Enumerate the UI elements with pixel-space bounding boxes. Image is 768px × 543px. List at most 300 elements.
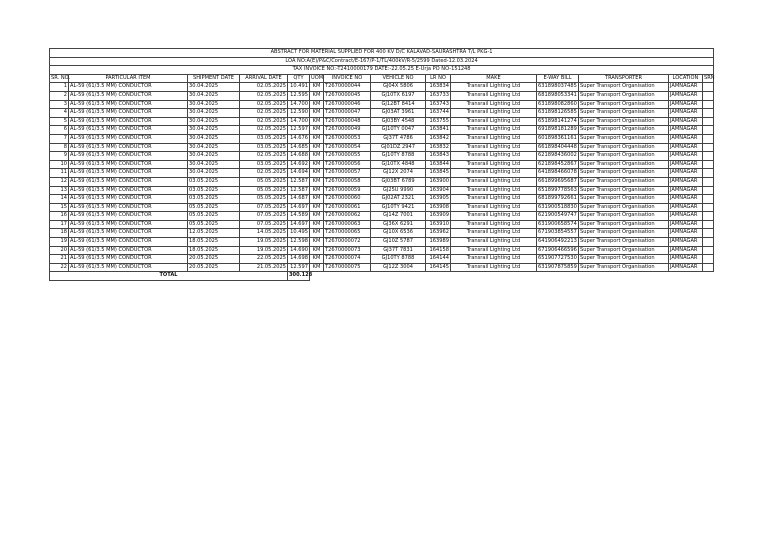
cell-srn — [703, 117, 714, 126]
cell-particular-item: AL-59 (61/3.5 MM) CONDUCTOR — [69, 246, 188, 255]
cell-e-way-bill: 681898053341 — [537, 91, 579, 100]
cell-e-way-bill: 601898361161 — [537, 134, 579, 143]
cell-particular-item: AL-59 (61/3.5 MM) CONDUCTOR — [69, 263, 188, 272]
cell-arrival-date: 03.05.2025 — [240, 143, 288, 152]
cell-arrival-date: 02.05.2025 — [240, 169, 288, 178]
cell-location: JAMNAGAR — [669, 83, 703, 92]
cell-qty: 10.495 — [288, 229, 310, 238]
cell-invoice-no: T2670000059 — [324, 186, 371, 195]
cell-uom: KM — [310, 152, 324, 161]
cell-arrival-date: 02.05.2025 — [240, 91, 288, 100]
cell-sr-no: 11 — [50, 169, 69, 178]
cell-arrival-date: 02.05.2025 — [240, 109, 288, 118]
table-row — [50, 220, 714, 229]
cell-invoice-no: T2670000075 — [324, 263, 371, 272]
cell-uom: KM — [310, 109, 324, 118]
cell-lr-no: 163845 — [426, 169, 451, 178]
cell-invoice-no: T2670000058 — [324, 177, 371, 186]
cell-make: Transrail Lighting Ltd — [451, 177, 537, 186]
cell-shipment-date: 30.04.2025 — [188, 117, 240, 126]
cell-srn — [703, 109, 714, 118]
cell-location: JAMNAGAR — [669, 160, 703, 169]
cell-particular-item: AL-59 (61/3.5 MM) CONDUCTOR — [69, 152, 188, 161]
total-row-spacer — [310, 272, 714, 281]
cell-sr-no: 12 — [50, 177, 69, 186]
cell-e-way-bill: 661898404448 — [537, 143, 579, 152]
cell-srn — [703, 143, 714, 152]
cell-invoice-no: T2670000060 — [324, 195, 371, 204]
cell-qty: 12.595 — [288, 91, 310, 100]
cell-arrival-date: 07.05.2025 — [240, 220, 288, 229]
cell-qty: 14.688 — [288, 152, 310, 161]
table-row — [50, 255, 714, 264]
cell-lr-no: 164144 — [426, 255, 451, 264]
column-header-srn: SRN — [703, 74, 714, 83]
cell-e-way-bill: 671903854557 — [537, 229, 579, 238]
cell-uom: KM — [310, 83, 324, 92]
cell-sr-no: 13 — [50, 186, 69, 195]
column-header-transporter: TRANSPORTER — [579, 74, 669, 83]
cell-lr-no: 163843 — [426, 152, 451, 161]
column-header-vehicle-no: VEHICLE NO — [371, 74, 426, 83]
total-label: TOTAL — [50, 272, 288, 281]
cell-qty: 12.598 — [288, 238, 310, 247]
cell-sr-no: 14 — [50, 195, 69, 204]
cell-lr-no: 163905 — [426, 195, 451, 204]
cell-e-way-bill: 621898452867 — [537, 160, 579, 169]
cell-invoice-no: T2670000056 — [324, 160, 371, 169]
cell-particular-item: AL-59 (61/3.5 MM) CONDUCTOR — [69, 169, 188, 178]
cell-lr-no: 163733 — [426, 91, 451, 100]
cell-lr-no: 163743 — [426, 100, 451, 109]
cell-invoice-no: T2670000047 — [324, 109, 371, 118]
abstract-table — [49, 48, 714, 281]
cell-vehicle-no: GJ01DZ 2947 — [371, 143, 426, 152]
cell-qty: 14.676 — [288, 134, 310, 143]
cell-uom: KM — [310, 117, 324, 126]
cell-vehicle-no: GJ12X 2074 — [371, 169, 426, 178]
cell-sr-no: 8 — [50, 143, 69, 152]
column-header-shipment-date: SHIPMENT DATE — [188, 74, 240, 83]
cell-srn — [703, 229, 714, 238]
cell-qty: 14.692 — [288, 160, 310, 169]
cell-vehicle-no: GJ03BY 4548 — [371, 117, 426, 126]
cell-arrival-date: 02.05.2025 — [240, 126, 288, 135]
cell-location: JAMNAGAR — [669, 212, 703, 221]
cell-invoice-no: T2670000054 — [324, 143, 371, 152]
cell-vehicle-no: GJ03BT 6789 — [371, 177, 426, 186]
cell-arrival-date: 02.05.2025 — [240, 152, 288, 161]
cell-srn — [703, 186, 714, 195]
cell-vehicle-no: GJ02AT 2321 — [371, 195, 426, 204]
total-row — [50, 272, 714, 281]
cell-srn — [703, 160, 714, 169]
cell-transporter: Super Transport Organisation — [579, 91, 669, 100]
cell-e-way-bill: 651899778563 — [537, 186, 579, 195]
cell-e-way-bill: 651898141274 — [537, 117, 579, 126]
cell-shipment-date: 30.04.2025 — [188, 126, 240, 135]
cell-lr-no: 163904 — [426, 186, 451, 195]
cell-vehicle-no: GJ37T 4786 — [371, 134, 426, 143]
cell-qty: 14.690 — [288, 246, 310, 255]
cell-transporter: Super Transport Organisation — [579, 238, 669, 247]
cell-location: JAMNAGAR — [669, 100, 703, 109]
table-row — [50, 109, 714, 118]
cell-invoice-no: T2670000049 — [324, 126, 371, 135]
cell-transporter: Super Transport Organisation — [579, 263, 669, 272]
cell-uom: KM — [310, 263, 324, 272]
cell-sr-no: 18 — [50, 229, 69, 238]
cell-shipment-date: 30.04.2025 — [188, 91, 240, 100]
column-header-qty: QTY — [288, 74, 310, 83]
cell-invoice-no: T2670000046 — [324, 100, 371, 109]
table-row — [50, 126, 714, 135]
cell-make: Transrail Lighting Ltd — [451, 220, 537, 229]
table-row — [50, 186, 714, 195]
cell-location: JAMNAGAR — [669, 255, 703, 264]
cell-location: JAMNAGAR — [669, 238, 703, 247]
cell-e-way-bill: 691898181289 — [537, 126, 579, 135]
cell-sr-no: 20 — [50, 246, 69, 255]
cell-sr-no: 17 — [50, 220, 69, 229]
table-row — [50, 195, 714, 204]
cell-lr-no: 163908 — [426, 203, 451, 212]
cell-transporter: Super Transport Organisation — [579, 255, 669, 264]
cell-arrival-date: 21.05.2025 — [240, 263, 288, 272]
table-row — [50, 100, 714, 109]
cell-particular-item: AL-59 (61/3.5 MM) CONDUCTOR — [69, 177, 188, 186]
cell-qty: 12.597 — [288, 126, 310, 135]
cell-arrival-date: 19.05.2025 — [240, 238, 288, 247]
cell-make: Transrail Lighting Ltd — [451, 100, 537, 109]
cell-transporter: Super Transport Organisation — [579, 126, 669, 135]
cell-vehicle-no: GJ37T 7831 — [371, 246, 426, 255]
cell-uom: KM — [310, 91, 324, 100]
table-row — [50, 212, 714, 221]
cell-e-way-bill: 631900658574 — [537, 220, 579, 229]
cell-transporter: Super Transport Organisation — [579, 160, 669, 169]
table-row — [50, 143, 714, 152]
cell-lr-no: 163834 — [426, 83, 451, 92]
cell-arrival-date: 07.05.2025 — [240, 212, 288, 221]
cell-lr-no: 163842 — [426, 134, 451, 143]
cell-srn — [703, 238, 714, 247]
cell-transporter: Super Transport Organisation — [579, 169, 669, 178]
cell-shipment-date: 30.04.2025 — [188, 100, 240, 109]
cell-vehicle-no: GJ12Z 3004 — [371, 263, 426, 272]
cell-vehicle-no: GJ10TY 8788 — [371, 152, 426, 161]
cell-make: Transrail Lighting Ltd — [451, 126, 537, 135]
table-row — [50, 169, 714, 178]
cell-invoice-no: T2670000044 — [324, 83, 371, 92]
cell-uom: KM — [310, 203, 324, 212]
cell-qty: 14.685 — [288, 143, 310, 152]
cell-make: Transrail Lighting Ltd — [451, 91, 537, 100]
cell-arrival-date: 19.05.2025 — [240, 246, 288, 255]
cell-e-way-bill: 631900518830 — [537, 203, 579, 212]
cell-shipment-date: 30.04.2025 — [188, 143, 240, 152]
cell-shipment-date: 18.05.2025 — [188, 238, 240, 247]
cell-uom: KM — [310, 160, 324, 169]
cell-make: Transrail Lighting Ltd — [451, 109, 537, 118]
cell-invoice-no: T2670000053 — [324, 134, 371, 143]
cell-uom: KM — [310, 238, 324, 247]
table-row — [50, 152, 714, 161]
cell-shipment-date: 18.05.2025 — [188, 246, 240, 255]
cell-vehicle-no: GJ10TY 9421 — [371, 203, 426, 212]
cell-srn — [703, 126, 714, 135]
cell-e-way-bill: 621898436002 — [537, 152, 579, 161]
cell-e-way-bill: 631898037485 — [537, 83, 579, 92]
cell-arrival-date: 14.05.2025 — [240, 229, 288, 238]
cell-qty: 14.694 — [288, 169, 310, 178]
cell-invoice-no: T2670000045 — [324, 91, 371, 100]
cell-lr-no: 163841 — [426, 126, 451, 135]
cell-invoice-no: T2670000065 — [324, 229, 371, 238]
cell-transporter: Super Transport Organisation — [579, 117, 669, 126]
cell-e-way-bill: 641898466078 — [537, 169, 579, 178]
cell-lr-no: 163909 — [426, 212, 451, 221]
table-row — [50, 246, 714, 255]
cell-shipment-date: 20.05.2025 — [188, 255, 240, 264]
cell-location: JAMNAGAR — [669, 143, 703, 152]
cell-transporter: Super Transport Organisation — [579, 177, 669, 186]
table-row — [50, 160, 714, 169]
cell-e-way-bill: 651907727530 — [537, 255, 579, 264]
cell-arrival-date: 05.05.2025 — [240, 177, 288, 186]
cell-lr-no: 163910 — [426, 220, 451, 229]
cell-invoice-no: T2670000055 — [324, 152, 371, 161]
cell-lr-no: 163900 — [426, 177, 451, 186]
table-row — [50, 91, 714, 100]
cell-make: Transrail Lighting Ltd — [451, 134, 537, 143]
column-header-particular-item: PARTICULAR ITEM — [69, 74, 188, 83]
cell-shipment-date: 03.05.2025 — [188, 177, 240, 186]
cell-invoice-no: T2670000074 — [324, 255, 371, 264]
cell-location: JAMNAGAR — [669, 91, 703, 100]
cell-vehicle-no: GJ36X 6291 — [371, 220, 426, 229]
cell-particular-item: AL-59 (61/3.5 MM) CONDUCTOR — [69, 100, 188, 109]
cell-invoice-no: T2670000057 — [324, 169, 371, 178]
cell-shipment-date: 05.05.2025 — [188, 212, 240, 221]
cell-vehicle-no: GJ10TX 6197 — [371, 91, 426, 100]
cell-lr-no: 163989 — [426, 238, 451, 247]
cell-make: Transrail Lighting Ltd — [451, 169, 537, 178]
cell-location: JAMNAGAR — [669, 195, 703, 204]
cell-qty: 12.587 — [288, 177, 310, 186]
cell-srn — [703, 263, 714, 272]
column-header-invoice-no: INVOICE NO — [324, 74, 371, 83]
cell-srn — [703, 195, 714, 204]
table-row — [50, 229, 714, 238]
cell-qty: 14.698 — [288, 255, 310, 264]
cell-particular-item: AL-59 (61/3.5 MM) CONDUCTOR — [69, 143, 188, 152]
cell-e-way-bill: 621900549747 — [537, 212, 579, 221]
cell-particular-item: AL-59 (61/3.5 MM) CONDUCTOR — [69, 109, 188, 118]
cell-vehicle-no: GJ10X 6536 — [371, 229, 426, 238]
cell-transporter: Super Transport Organisation — [579, 186, 669, 195]
cell-srn — [703, 255, 714, 264]
cell-transporter: Super Transport Organisation — [579, 229, 669, 238]
cell-srn — [703, 220, 714, 229]
cell-qty: 14.700 — [288, 117, 310, 126]
cell-sr-no: 19 — [50, 238, 69, 247]
loa-line: LOA NO:A(E)/P&C/Contract/E-167/P-1/TL/400kV/R-5/2599 Dated-12.03.2024 — [50, 57, 714, 66]
cell-shipment-date: 03.05.2025 — [188, 186, 240, 195]
cell-shipment-date: 30.04.2025 — [188, 152, 240, 161]
cell-arrival-date: 03.05.2025 — [240, 160, 288, 169]
cell-uom: KM — [310, 126, 324, 135]
cell-sr-no: 10 — [50, 160, 69, 169]
cell-e-way-bill: 641906492213 — [537, 238, 579, 247]
cell-uom: KM — [310, 100, 324, 109]
cell-location: JAMNAGAR — [669, 220, 703, 229]
cell-arrival-date: 05.05.2025 — [240, 195, 288, 204]
cell-particular-item: AL-59 (61/3.5 MM) CONDUCTOR — [69, 83, 188, 92]
cell-e-way-bill: 631907875859 — [537, 263, 579, 272]
cell-vehicle-no: GJ14Z 7001 — [371, 212, 426, 221]
cell-make: Transrail Lighting Ltd — [451, 143, 537, 152]
cell-shipment-date: 03.05.2025 — [188, 195, 240, 204]
cell-qty: 12.587 — [288, 186, 310, 195]
cell-lr-no: 164158 — [426, 246, 451, 255]
cell-uom: KM — [310, 143, 324, 152]
sheet-title: ABSTRACT FOR MATERIAL SUPPLIED FOR 400 KV D/C KALAVAD-SAURASHTRA T/L PKG-1 — [50, 49, 714, 58]
cell-arrival-date: 22.05.2025 — [240, 255, 288, 264]
column-header-row — [50, 74, 714, 83]
cell-qty: 12.597 — [288, 263, 310, 272]
cell-sr-no: 6 — [50, 126, 69, 135]
cell-make: Transrail Lighting Ltd — [451, 186, 537, 195]
cell-transporter: Super Transport Organisation — [579, 100, 669, 109]
cell-arrival-date: 03.05.2025 — [240, 134, 288, 143]
cell-sr-no: 16 — [50, 212, 69, 221]
cell-location: JAMNAGAR — [669, 186, 703, 195]
cell-sr-no: 9 — [50, 152, 69, 161]
cell-lr-no: 163832 — [426, 143, 451, 152]
cell-sr-no: 15 — [50, 203, 69, 212]
cell-uom: KM — [310, 255, 324, 264]
cell-qty: 14.687 — [288, 195, 310, 204]
cell-invoice-no: T2670000062 — [324, 212, 371, 221]
cell-sr-no: 1 — [50, 83, 69, 92]
cell-location: JAMNAGAR — [669, 109, 703, 118]
cell-make: Transrail Lighting Ltd — [451, 246, 537, 255]
cell-make: Transrail Lighting Ltd — [451, 229, 537, 238]
cell-srn — [703, 169, 714, 178]
cell-srn — [703, 91, 714, 100]
cell-sr-no: 3 — [50, 100, 69, 109]
cell-invoice-no: T2670000063 — [324, 220, 371, 229]
cell-make: Transrail Lighting Ltd — [451, 152, 537, 161]
cell-shipment-date: 30.04.2025 — [188, 134, 240, 143]
cell-uom: KM — [310, 134, 324, 143]
cell-srn — [703, 100, 714, 109]
cell-uom: KM — [310, 177, 324, 186]
cell-location: JAMNAGAR — [669, 263, 703, 272]
cell-sr-no: 22 — [50, 263, 69, 272]
cell-make: Transrail Lighting Ltd — [451, 83, 537, 92]
table-row — [50, 83, 714, 92]
cell-make: Transrail Lighting Ltd — [451, 160, 537, 169]
cell-shipment-date: 05.05.2025 — [188, 220, 240, 229]
cell-particular-item: AL-59 (61/3.5 MM) CONDUCTOR — [69, 195, 188, 204]
cell-make: Transrail Lighting Ltd — [451, 238, 537, 247]
cell-location: JAMNAGAR — [669, 246, 703, 255]
cell-e-way-bill: 671906466596 — [537, 246, 579, 255]
cell-lr-no: 163755 — [426, 117, 451, 126]
cell-transporter: Super Transport Organisation — [579, 220, 669, 229]
cell-uom: KM — [310, 246, 324, 255]
table-row — [50, 203, 714, 212]
cell-invoice-no: T2670000061 — [324, 203, 371, 212]
cell-location: JAMNAGAR — [669, 134, 703, 143]
cell-invoice-no: T2670000048 — [324, 117, 371, 126]
column-header-lr-no: LR NO — [426, 74, 451, 83]
cell-make: Transrail Lighting Ltd — [451, 203, 537, 212]
cell-location: JAMNAGAR — [669, 203, 703, 212]
cell-arrival-date: 05.05.2025 — [240, 186, 288, 195]
column-header-e-way-bill: E-WAY BILL — [537, 74, 579, 83]
cell-uom: KM — [310, 169, 324, 178]
cell-make: Transrail Lighting Ltd — [451, 195, 537, 204]
cell-shipment-date: 20.05.2025 — [188, 263, 240, 272]
cell-e-way-bill: 661899695687 — [537, 177, 579, 186]
cell-qty: 14.697 — [288, 220, 310, 229]
cell-particular-item: AL-59 (61/3.5 MM) CONDUCTOR — [69, 255, 188, 264]
cell-sr-no: 2 — [50, 91, 69, 100]
cell-e-way-bill: 631898082860 — [537, 100, 579, 109]
column-header-make: MAKE — [451, 74, 537, 83]
cell-arrival-date: 02.05.2025 — [240, 100, 288, 109]
cell-vehicle-no: GJ12BT 8414 — [371, 100, 426, 109]
cell-location: JAMNAGAR — [669, 229, 703, 238]
cell-vehicle-no: GJ04X 5806 — [371, 83, 426, 92]
cell-make: Transrail Lighting Ltd — [451, 212, 537, 221]
cell-particular-item: AL-59 (61/3.5 MM) CONDUCTOR — [69, 186, 188, 195]
cell-qty: 14.589 — [288, 212, 310, 221]
cell-invoice-no: T2670000072 — [324, 238, 371, 247]
invoice-line: TAX INVOICE NO:-T2410000179 DATE:-22.05.25 E-Urja PO NO-151248 — [50, 66, 714, 75]
cell-srn — [703, 152, 714, 161]
cell-shipment-date: 05.05.2025 — [188, 203, 240, 212]
cell-lr-no: 163962 — [426, 229, 451, 238]
cell-qty: 14.700 — [288, 100, 310, 109]
table-row — [50, 263, 714, 272]
cell-shipment-date: 30.04.2025 — [188, 83, 240, 92]
column-header-location: LOCATION — [669, 74, 703, 83]
cell-srn — [703, 203, 714, 212]
cell-e-way-bill: 631898126585 — [537, 109, 579, 118]
cell-shipment-date: 30.04.2025 — [188, 109, 240, 118]
cell-srn — [703, 83, 714, 92]
cell-lr-no: 164145 — [426, 263, 451, 272]
cell-particular-item: AL-59 (61/3.5 MM) CONDUCTOR — [69, 134, 188, 143]
cell-transporter: Super Transport Organisation — [579, 152, 669, 161]
cell-vehicle-no: GJ10Z 5787 — [371, 238, 426, 247]
cell-particular-item: AL-59 (61/3.5 MM) CONDUCTOR — [69, 229, 188, 238]
cell-shipment-date: 12.05.2025 — [188, 229, 240, 238]
cell-shipment-date: 30.04.2025 — [188, 169, 240, 178]
cell-sr-no: 4 — [50, 109, 69, 118]
cell-vehicle-no: GJ10TX 4848 — [371, 160, 426, 169]
cell-qty: 10.491 — [288, 83, 310, 92]
table-row — [50, 117, 714, 126]
cell-make: Transrail Lighting Ltd — [451, 117, 537, 126]
cell-sr-no: 5 — [50, 117, 69, 126]
cell-particular-item: AL-59 (61/3.5 MM) CONDUCTOR — [69, 160, 188, 169]
cell-uom: KM — [310, 220, 324, 229]
